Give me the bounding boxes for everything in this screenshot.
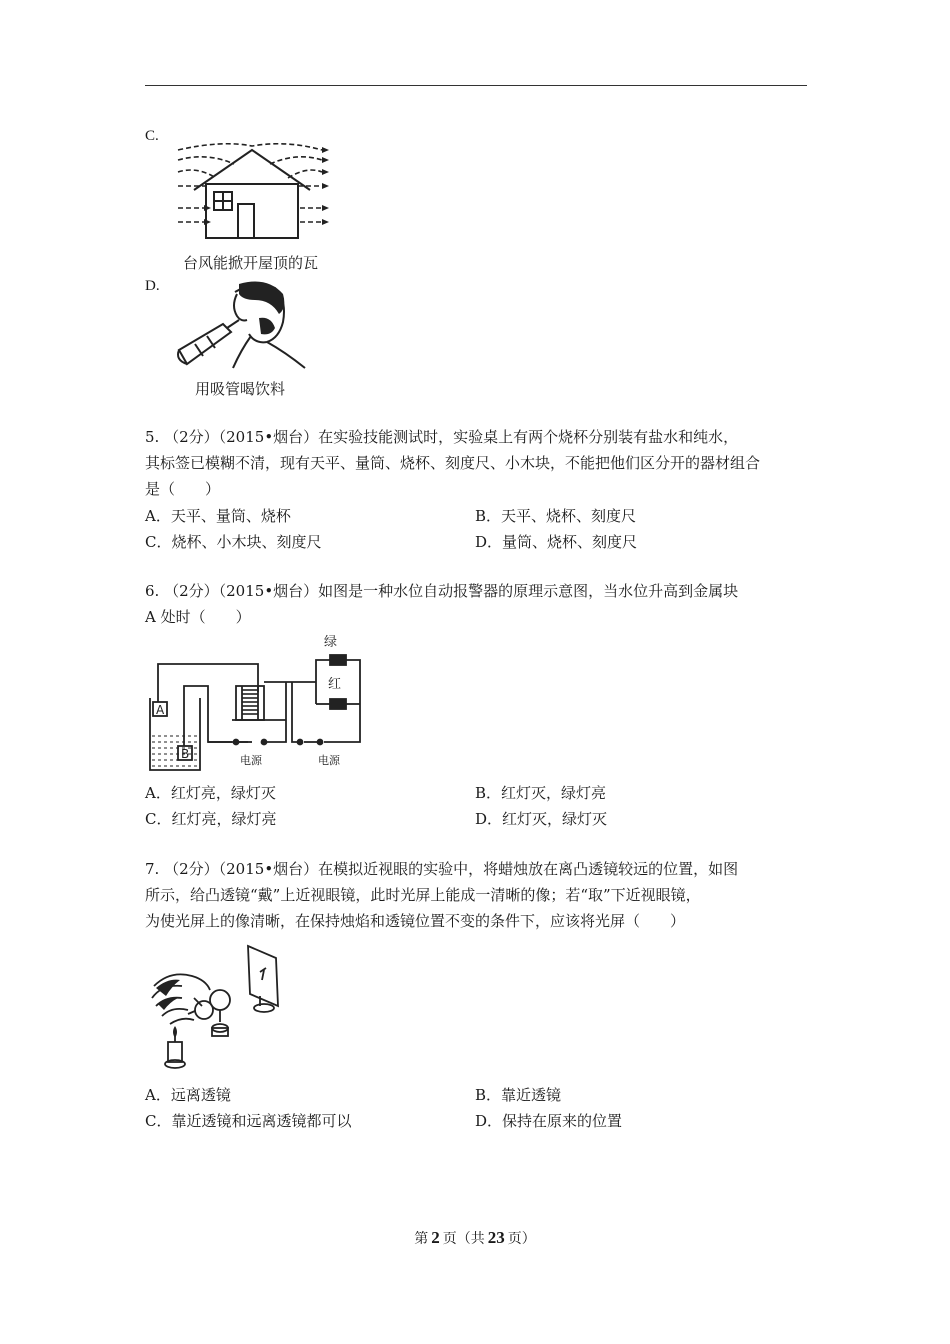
question-5-line-1 xyxy=(145,424,738,450)
footer-suffix: 页） xyxy=(507,1231,536,1247)
question-6-number: 6. xyxy=(145,582,160,600)
question-7-score: （2分） xyxy=(164,860,219,878)
label-power-right: 电源 xyxy=(318,754,340,767)
straw-drinking-figure xyxy=(175,280,320,375)
option-d-caption: 用吸管喝饮料 xyxy=(195,380,286,398)
footer-page-number: 2 xyxy=(431,1228,440,1247)
question-5-option-d[interactable]: D．量筒、烧杯、刻度尺 xyxy=(475,533,638,551)
question-6-option-d[interactable]: D．红灯灭，绿灯灭 xyxy=(475,810,608,828)
question-6-option-a[interactable]: A．红灯亮，绿灯灭 xyxy=(145,784,276,802)
label-red: 红 xyxy=(328,677,342,692)
question-7-option-b[interactable]: B．靠近透镜 xyxy=(475,1086,562,1104)
option-c-letter: C. xyxy=(145,128,159,144)
question-5-option-a[interactable]: A．天平、量筒、烧杯 xyxy=(145,507,291,525)
question-6-score: （2分） xyxy=(164,582,219,600)
question-6-line-2: A 处时（ ） xyxy=(145,608,251,626)
question-5-line-2: 其标签已模糊不清，现有天平、量筒、烧杯、刻度尺、小木块，不能把他们区分开的器材组合 xyxy=(145,454,761,472)
option-d-letter: D. xyxy=(145,278,160,294)
myopia-lens-experiment-figure xyxy=(148,940,288,1070)
question-7-line-2: 所示，给凸透镜“戴”上近视眼镜，此时光屏上能成一清晰的像；若“取”下近视眼镜， xyxy=(145,886,701,904)
question-7-number: 7. xyxy=(145,860,160,878)
option-c-caption: 台风能掀开屋顶的瓦 xyxy=(183,254,319,272)
label-green: 绿 xyxy=(324,635,338,650)
question-7-line-1 xyxy=(145,856,738,882)
question-6-line-1 xyxy=(145,578,738,604)
question-5-option-b[interactable]: B．天平、烧杯、刻度尺 xyxy=(475,507,637,525)
footer-middle: 页（共 xyxy=(442,1231,485,1247)
question-7-option-a[interactable]: A．远离透镜 xyxy=(145,1086,231,1104)
question-5-source: （2015•烟台） xyxy=(218,428,319,446)
page-footer xyxy=(0,1228,950,1248)
label-block-b: B xyxy=(181,747,190,761)
question-6-option-c[interactable]: C．红灯亮，绿灯亮 xyxy=(145,810,277,828)
question-5-line-3: 是（ ） xyxy=(145,480,221,498)
footer-prefix: 第 xyxy=(414,1231,429,1247)
question-7-option-c[interactable]: C．靠近透镜和远离透镜都可以 xyxy=(145,1112,352,1130)
question-7-line-3: 为使光屏上的像清晰，在保持烛焰和透镜位置不变的条件下，应该将光屏（ ） xyxy=(145,912,686,930)
question-6-source: （2015•烟台） xyxy=(218,582,319,600)
water-level-alarm-figure xyxy=(148,630,366,772)
question-5-number: 5. xyxy=(145,428,160,446)
question-5-option-c[interactable]: C．烧杯、小木块、刻度尺 xyxy=(145,533,322,551)
header-rule xyxy=(145,85,807,86)
question-7-text-1: 在模拟近视眼的实验中，将蜡烛放在离凸透镜较远的位置，如图 xyxy=(318,860,739,878)
question-7-source: （2015•烟台） xyxy=(218,860,319,878)
question-5-score: （2分） xyxy=(164,428,219,446)
question-5-text-1: 在实验技能测试时，实验桌上有两个烧杯分别装有盐水和纯水， xyxy=(318,428,739,446)
house-wind-figure xyxy=(172,138,332,243)
footer-total-pages: 23 xyxy=(487,1228,505,1247)
question-6-option-b[interactable]: B．红灯灭，绿灯亮 xyxy=(475,784,607,802)
label-power-left: 电源 xyxy=(240,754,262,767)
question-6-text-1: 如图是一种水位自动报警器的原理示意图，当水位升高到金属块 xyxy=(318,582,739,600)
label-block-a: A xyxy=(156,703,165,717)
question-7-option-d[interactable]: D．保持在原来的位置 xyxy=(475,1112,623,1130)
